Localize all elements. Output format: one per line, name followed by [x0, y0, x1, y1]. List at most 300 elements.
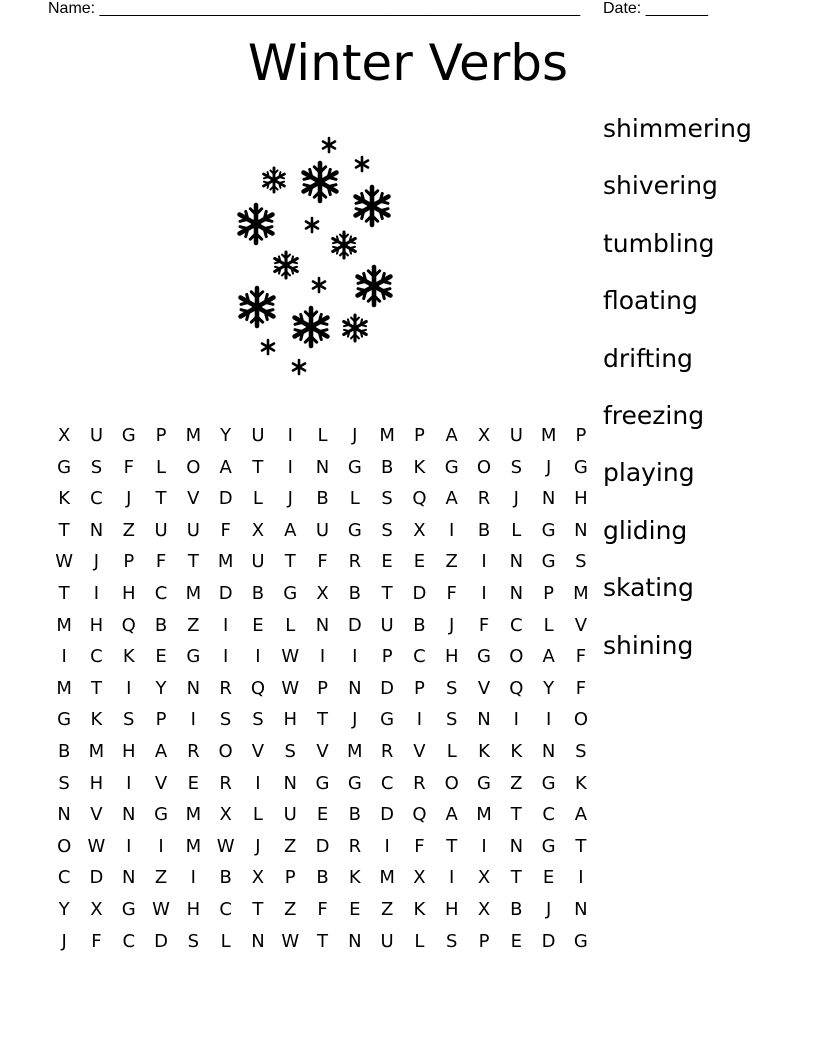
grid-letter: I — [545, 709, 552, 731]
grid-letter: N — [89, 519, 104, 541]
grid-letter: L — [317, 425, 328, 446]
word-list-item: drifting — [603, 343, 693, 373]
grid-letter: C — [154, 582, 168, 604]
grid-letter: U — [283, 804, 297, 826]
grid-letter: B — [348, 582, 361, 604]
grid-letter: K — [413, 456, 426, 478]
grid-letter: G — [380, 709, 395, 731]
grid-letter: V — [154, 772, 168, 794]
grid-letter: E — [252, 614, 264, 636]
grid-letter: M — [185, 835, 202, 857]
grid-letter: V — [251, 740, 265, 762]
grid-letter: W — [281, 646, 300, 668]
grid-letter: B — [316, 867, 329, 889]
grid-letter: W — [55, 551, 74, 573]
grid-letter: B — [251, 582, 265, 604]
grid-letter: E — [349, 898, 361, 920]
grid-letter: F — [220, 519, 231, 541]
grid-letter: K — [348, 867, 361, 889]
grid-letter: I — [93, 582, 100, 604]
grid-letter: I — [384, 835, 390, 857]
grid-letter: N — [509, 582, 524, 604]
grid-letter: I — [416, 709, 423, 731]
grid-letter: Z — [187, 614, 200, 636]
grid-letter: L — [252, 804, 263, 826]
grid-letter: T — [252, 456, 264, 478]
grid-letter: M — [540, 425, 557, 446]
grid-letter: U — [509, 425, 523, 446]
grid-letter: U — [380, 930, 394, 952]
grid-letter: S — [445, 709, 458, 731]
grid-letter: C — [90, 646, 103, 668]
grid-letter: I — [190, 867, 196, 889]
grid-letter: M — [185, 582, 202, 604]
grid-letter: Q — [509, 677, 524, 699]
grid-letter: S — [58, 772, 70, 794]
grid-letter: G — [283, 582, 298, 604]
grid-letter: H — [121, 582, 136, 604]
grid-letter: J — [352, 425, 358, 446]
grid-letter: F — [414, 835, 425, 857]
grid-letter: P — [317, 677, 328, 699]
grid-letter: G — [347, 772, 362, 794]
grid-letter: B — [477, 519, 491, 541]
grid-letter: T — [317, 930, 329, 952]
grid-letter: K — [510, 740, 523, 762]
grid-letter: C — [380, 772, 394, 794]
grid-letter: H — [444, 898, 459, 920]
grid-letter: T — [155, 488, 167, 510]
grid-letter: X — [57, 425, 71, 446]
grid-letter: D — [347, 614, 362, 636]
grid-letter: R — [187, 740, 200, 762]
grid-letter: B — [57, 740, 71, 762]
grid-letter: B — [510, 898, 523, 920]
grid-letter: F — [91, 930, 102, 952]
grid-letter: N — [122, 804, 136, 826]
grid-letter: Y — [220, 425, 232, 446]
grid-letter: A — [154, 740, 168, 762]
grid-letter: R — [219, 772, 232, 794]
grid-letter: I — [287, 425, 293, 446]
grid-letter: J — [126, 488, 132, 510]
grid-letter: R — [348, 551, 362, 573]
grid-letter: I — [190, 709, 196, 731]
grid-letter: P — [155, 709, 167, 731]
grid-letter: Z — [122, 519, 135, 541]
grid-letter: L — [446, 740, 457, 762]
grid-letter: G — [541, 772, 556, 794]
name-date-line — [48, 0, 708, 20]
grid-letter: M — [185, 425, 202, 446]
grid-letter: A — [445, 425, 458, 446]
grid-letter: S — [575, 551, 587, 573]
grid-letter: I — [481, 835, 487, 857]
grid-letter: M — [56, 677, 72, 699]
grid-letter: J — [449, 614, 455, 636]
grid-letter: J — [93, 551, 100, 573]
grid-letter: X — [413, 867, 426, 889]
grid-letter: G — [477, 646, 491, 668]
grid-letter: T — [446, 835, 458, 857]
grid-letter: N — [57, 804, 71, 826]
grid-letter: W — [87, 835, 106, 857]
grid-letter: B — [413, 614, 426, 636]
grid-letter: W — [281, 930, 300, 952]
grid-letter: G — [121, 425, 136, 446]
grid-letter: H — [574, 488, 588, 510]
grid-letter: D — [412, 582, 427, 604]
grid-letter: B — [154, 614, 168, 636]
grid-letter: C — [122, 930, 136, 952]
grid-letter: I — [126, 677, 132, 699]
grid-letter: X — [477, 867, 491, 889]
grid-letter: O — [573, 709, 588, 731]
grid-letter: P — [478, 930, 490, 952]
grid-letter: P — [123, 551, 135, 573]
grid-letter: Z — [380, 898, 394, 920]
grid-letter: T — [58, 582, 70, 604]
grid-letter: T — [575, 835, 587, 857]
grid-letter: E — [316, 804, 329, 826]
grid-letter: S — [284, 740, 296, 762]
grid-letter: G — [57, 709, 72, 731]
grid-letter: E — [510, 930, 522, 952]
grid-letter: L — [511, 519, 522, 541]
grid-letter: T — [284, 551, 296, 573]
word-list-item: gliding — [603, 515, 688, 545]
grid-letter: M — [217, 551, 234, 573]
grid-letter: I — [449, 867, 455, 889]
grid-letter: J — [545, 456, 552, 478]
grid-letter: Y — [58, 898, 70, 920]
grid-letter: G — [347, 519, 362, 541]
grid-letter: O — [444, 772, 459, 794]
grid-letter: X — [316, 582, 329, 604]
grid-letter: Z — [445, 551, 458, 573]
grid-letter: V — [413, 740, 426, 762]
grid-letter: E — [155, 646, 167, 668]
grid-letter: Q — [412, 488, 427, 510]
grid-letter: X — [251, 519, 265, 541]
grid-letter: K — [413, 898, 426, 920]
grid-letter: V — [574, 614, 588, 636]
grid-letter: S — [252, 709, 264, 731]
grid-letter: U — [315, 519, 330, 541]
grid-letter: F — [575, 646, 587, 668]
grid-letter: S — [445, 677, 458, 699]
grid-letter: F — [155, 551, 167, 573]
grid-letter: L — [543, 614, 554, 636]
grid-letter: X — [477, 425, 491, 446]
grid-letter: R — [219, 677, 232, 699]
grid-letter: D — [154, 930, 168, 952]
grid-letter: M — [88, 740, 105, 762]
grid-letter: K — [122, 646, 135, 668]
grid-letter: S — [381, 519, 393, 541]
grid-letter: K — [90, 709, 103, 731]
grid-letter: N — [541, 488, 556, 510]
grid-letter: V — [187, 488, 200, 510]
grid-letter: O — [218, 740, 233, 762]
grid-letter: N — [122, 867, 136, 889]
grid-letter: R — [477, 488, 491, 510]
date-blank: _______ — [645, 0, 708, 17]
page-title: Winter Verbs — [247, 34, 569, 92]
grid-letter: I — [352, 646, 358, 668]
grid-letter: E — [413, 551, 426, 573]
grid-letter: N — [541, 740, 556, 762]
word-list-item: shimmering — [603, 114, 752, 143]
grid-letter: G — [573, 930, 588, 952]
grid-letter: U — [186, 519, 200, 541]
grid-letter: N — [283, 772, 297, 794]
grid-letter: J — [61, 930, 67, 952]
grid-letter: C — [57, 867, 71, 889]
grid-letter: I — [255, 772, 261, 794]
snowflake-cluster-icon — [228, 128, 408, 378]
grid-letter: X — [251, 867, 265, 889]
grid-letter: H — [121, 740, 136, 762]
word-list-item: shivering — [603, 171, 718, 201]
name-label: Name: — [48, 0, 96, 17]
grid-letter: M — [379, 425, 395, 446]
grid-letter: Z — [284, 835, 297, 857]
grid-letter: C — [510, 614, 523, 636]
grid-letter: L — [349, 488, 360, 510]
grid-letter: C — [219, 898, 232, 920]
grid-letter: I — [222, 646, 229, 668]
grid-letter: J — [545, 898, 552, 920]
grid-letter: M — [476, 804, 492, 826]
grid-letter: N — [315, 614, 330, 636]
grid-letter: G — [477, 772, 491, 794]
grid-letter: F — [575, 677, 587, 699]
grid-letter: N — [477, 709, 491, 731]
grid-letter: W — [152, 898, 170, 920]
grid-letter: A — [284, 519, 297, 541]
grid-letter: Y — [155, 677, 167, 699]
grid-letter: G — [573, 456, 588, 478]
grid-letter: P — [284, 867, 296, 889]
grid-letter: L — [156, 456, 167, 478]
grid-letter: U — [251, 425, 265, 446]
grid-letter: V — [90, 804, 103, 826]
grid-letter: U — [251, 551, 265, 573]
grid-letter: N — [251, 930, 265, 952]
grid-letter: Z — [510, 772, 523, 794]
grid-letter: Z — [284, 898, 297, 920]
grid-letter: A — [445, 488, 458, 510]
grid-letter: T — [187, 551, 199, 573]
word-list-item: shining — [603, 630, 694, 660]
grid-letter: G — [541, 551, 556, 573]
grid-letter: E — [187, 772, 200, 794]
grid-letter: V — [316, 740, 329, 762]
grid-letter: A — [574, 804, 588, 826]
grid-letter: N — [509, 835, 524, 857]
grid-letter: Z — [154, 867, 168, 889]
grid-letter: Q — [412, 804, 427, 826]
grid-letter: D — [89, 867, 104, 889]
grid-letter: N — [315, 456, 330, 478]
grid-letter: M — [56, 614, 72, 636]
grid-letter: S — [575, 740, 587, 762]
grid-letter: E — [381, 551, 393, 573]
grid-letter: M — [573, 582, 589, 604]
grid-letter: K — [478, 740, 490, 762]
grid-letter: O — [476, 456, 492, 478]
grid-letter: M — [347, 740, 363, 762]
date-label: Date: — [603, 0, 642, 17]
grid-letter: D — [218, 488, 233, 510]
grid-letter: S — [445, 930, 458, 952]
grid-letter: G — [444, 456, 459, 478]
grid-letter: D — [541, 930, 556, 952]
grid-letter: G — [347, 456, 362, 478]
word-list-item: floating — [603, 286, 698, 316]
grid-letter: D — [380, 677, 395, 699]
grid-letter: K — [574, 772, 587, 794]
grid-letter: G — [541, 519, 556, 541]
grid-letter: G — [541, 835, 556, 857]
grid-letter: V — [477, 677, 491, 699]
grid-letter: T — [381, 582, 393, 604]
grid-letter: J — [287, 488, 293, 510]
grid-letter: H — [89, 614, 104, 636]
grid-letter: S — [123, 709, 135, 731]
grid-letter: T — [58, 519, 70, 541]
grid-letter: B — [219, 867, 232, 889]
grid-letter: C — [542, 804, 555, 826]
grid-letter: B — [348, 804, 361, 826]
grid-letter: U — [154, 519, 168, 541]
grid-letter: G — [57, 456, 72, 478]
grid-letter: I — [61, 646, 67, 668]
grid-letter: X — [413, 519, 426, 541]
grid-letter: I — [578, 867, 584, 889]
grid-letter: I — [319, 646, 326, 668]
word-list-item: playing — [603, 458, 695, 488]
grid-letter: X — [477, 898, 491, 920]
grid-letter: N — [574, 519, 588, 541]
grid-letter: H — [89, 772, 104, 794]
grid-letter: J — [352, 709, 358, 731]
grid-letter: S — [187, 930, 200, 952]
grid-letter: G — [121, 898, 136, 920]
grid-letter: T — [90, 677, 102, 699]
grid-letter: W — [281, 677, 300, 699]
grid-letter: L — [220, 930, 231, 952]
grid-letter: A — [445, 804, 458, 826]
grid-letter: P — [155, 425, 167, 446]
word-search-grid — [48, 420, 597, 957]
grid-letter: I — [513, 709, 519, 731]
grid-letter: J — [513, 488, 519, 510]
grid-letter: M — [379, 867, 395, 889]
grid-letter: H — [186, 898, 201, 920]
grid-letter: T — [510, 867, 522, 889]
grid-letter: E — [542, 867, 555, 889]
grid-letter: I — [222, 614, 229, 636]
grid-letter: W — [216, 835, 235, 857]
grid-letter: F — [478, 614, 490, 636]
word-list-item: freezing — [603, 400, 705, 430]
grid-letter: I — [481, 582, 487, 604]
grid-letter: G — [315, 772, 330, 794]
grid-letter: I — [255, 646, 261, 668]
grid-letter: Q — [250, 677, 266, 699]
grid-letter: Q — [121, 614, 136, 636]
grid-letter: G — [154, 804, 169, 826]
grid-letter: I — [481, 551, 487, 573]
grid-letter: C — [90, 488, 103, 510]
grid-letter: B — [316, 488, 329, 510]
grid-letter: J — [255, 835, 261, 857]
grid-letter: O — [186, 456, 201, 478]
grid-letter: G — [186, 646, 201, 668]
grid-letter: F — [317, 551, 328, 573]
grid-letter: N — [574, 898, 588, 920]
grid-letter: B — [380, 456, 394, 478]
grid-letter: X — [219, 804, 232, 826]
grid-letter: T — [252, 898, 264, 920]
grid-letter: M — [185, 804, 202, 826]
grid-letter: I — [287, 456, 293, 478]
grid-letter: L — [252, 488, 263, 510]
grid-letter: L — [414, 930, 425, 952]
grid-letter: T — [510, 804, 522, 826]
grid-letter: O — [57, 835, 72, 857]
grid-letter: N — [186, 677, 201, 699]
grid-letter: A — [542, 646, 555, 668]
grid-letter: X — [90, 898, 103, 920]
grid-letter: F — [317, 898, 328, 920]
grid-letter: N — [348, 930, 362, 952]
grid-letter: C — [413, 646, 426, 668]
grid-letter: I — [126, 835, 132, 857]
grid-letter: L — [285, 614, 296, 636]
grid-letter: P — [413, 677, 425, 699]
grid-letter: U — [380, 614, 394, 636]
grid-letter: F — [123, 456, 134, 478]
grid-letter: S — [381, 488, 393, 510]
grid-letter: P — [413, 425, 425, 446]
grid-letter: K — [58, 488, 71, 510]
grid-letter: U — [89, 425, 104, 446]
name-blank: ______________________________________________________ — [99, 0, 581, 17]
grid-letter: D — [315, 835, 330, 857]
grid-letter: I — [126, 772, 132, 794]
grid-letter: S — [219, 709, 232, 731]
grid-letter: P — [381, 646, 393, 668]
grid-letter: R — [380, 740, 394, 762]
grid-letter: A — [219, 456, 232, 478]
grid-letter: D — [380, 804, 395, 826]
grid-letter: I — [449, 519, 455, 541]
grid-letter: D — [218, 582, 233, 604]
word-list-item: skating — [603, 573, 694, 603]
grid-letter: R — [348, 835, 362, 857]
grid-letter: R — [413, 772, 426, 794]
word-list — [603, 110, 813, 684]
grid-letter: S — [90, 456, 103, 478]
grid-letter: Y — [543, 677, 555, 699]
grid-letter: H — [444, 646, 459, 668]
grid-letter: F — [446, 582, 457, 604]
grid-letter: P — [543, 582, 555, 604]
grid-letter: I — [158, 835, 164, 857]
